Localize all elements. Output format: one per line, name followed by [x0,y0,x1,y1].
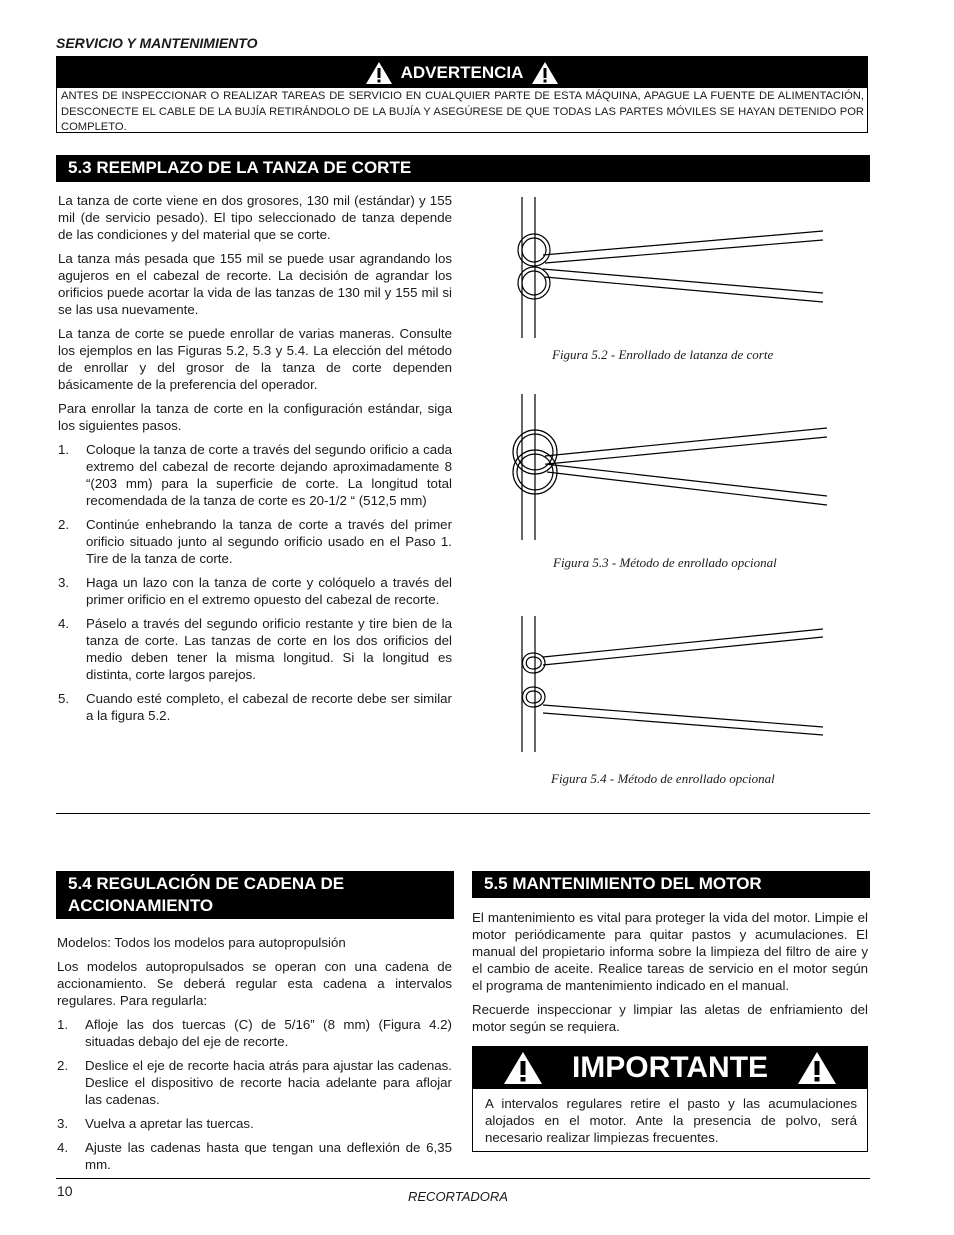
paragraph: La tanza más pesada que 155 mil se puede usar agrandando los agujeros en el cabezal de recorte. La decisión de agrandar los orificios puede acortar la vida de las tanzas de 130 mil y 155 mil si se las usa nuevamente. [58,251,452,317]
figure-5-4-caption: Figura 5.4 - Método de enrollado opcional [551,771,775,786]
list-item [58,690,452,724]
figure-5-2-caption: Figura 5.2 - Enrollado de latanza de corte [552,347,774,362]
step-number: 2. [58,517,70,532]
step-text: Coloque la tanza de corte a través del segundo orificio a cada extremo del cabezal de recorte dejando aproximadamente 8 “(203 mm) para la superficie de corte. La longitud total recomendada de la tanza de corte es 20-1/2 “ (512,5 mm) [86,442,452,508]
step-number: 4. [58,616,70,631]
section-5-4-heading [56,871,454,919]
heading-line: 5.4 REGULACIÓN DE CADENA DE [68,874,345,893]
section-header: SERVICIO Y MANTENIMIENTO [56,35,258,51]
step-number: 1. [58,442,70,457]
list-item [57,1057,452,1108]
paragraph: La tanza de corte viene en dos grosores, 130 mil (estándar) y 155 mil (de servicio pesado). El tipo seleccionado de tanza depende de las condiciones y del material que se corte. [58,193,452,242]
paragraph: Recuerde inspeccionar y limpiar las aletas de enfriamiento del motor según se requiera. [472,1002,868,1034]
step-number: 5. [58,691,70,706]
paragraph: La tanza de corte se puede enrollar de varias maneras. Consulte los ejemplos en las Figuras 5.2, 5.3 y 5.4. La elección del método de enrollar y del grosor de la tanza de corte dependen básicamente de la preferencia del operador. [58,326,452,392]
paragraph: El mantenimiento es vital para proteger la vida del motor. Limpie el motor periódicamente para quitar pastos y acumulaciones. El manual del propietario informa sobre la limpieza del filtro de aire y el cambio de aceite. Realice tareas de servicio en el motor según el programa de mantenimiento indicado en el manual. [472,910,868,993]
list-item [57,1139,452,1173]
warning-text: ANTES DE INSPECCIONAR O REALIZAR TAREAS DE SERVICIO EN CUALQUIER PARTE DE ESTA MÁQUINA, APAGUE LA FUENTE DE ALIMENTACIÓN, DESCONECTE EL CABLE DE LA BUJÍA RETIRÁNDOLO DE LA BUJÍA Y ASEGÚRESE DE QUE TODAS LAS PARTES MÓVILES SE HAYAN DETENIDO POR COMPLETO. [61,90,864,133]
section-5-5-heading: 5.5 MANTENIMIENTO DEL MOTOR [472,871,870,898]
step-number: 3. [57,1116,69,1131]
footer-rule [56,1178,870,1179]
warning-triangle-icon [365,61,393,85]
step-text: Haga un lazo con la tanza de corte y colóquelo a través del primer orificio en el extremo opuesto del cabezal de recorte. [86,575,452,607]
list-item [58,574,452,608]
step-number: 3. [58,575,70,590]
step-number: 4. [57,1140,69,1155]
section-5-3-heading: 5.3 REEMPLAZO DE LA TANZA DE CORTE [56,155,870,182]
important-title-bar [473,1047,867,1089]
step-text: Afloje las dos tuercas (C) de 5/16” (8 mm) (Figura 4.2) situadas debajo del eje de recorte. [85,1017,452,1049]
list-item [58,615,452,683]
warning-triangle-icon [503,1051,543,1085]
figure-5-3-diagram [505,392,835,542]
list-item [58,516,452,567]
important-title: IMPORTANTE [571,1051,769,1084]
paragraph: Modelos: Todos los modelos para autopropulsión [57,935,346,950]
step-text: Deslice el eje de recorte hacia atrás para ajustar las cadenas. Deslice el dispositivo de recorte hacia adelante para aflojar las cadenas. [85,1058,452,1107]
section-5-3-body [58,192,452,731]
section-5-4-body [57,934,452,1180]
figure-5-2-diagram [505,195,835,340]
steps-list [58,441,452,724]
warning-triangle-icon [531,61,559,85]
step-text: Ajuste las cadenas hasta que tengan una deflexión de 6,35 mm. [85,1140,452,1172]
figure-5-3-caption: Figura 5.3 - Método de enrollado opcional [553,555,777,570]
figure-5-4-diagram [505,615,835,755]
page-number: 10 [57,1183,73,1199]
step-number: 1. [57,1017,69,1032]
paragraph: Los modelos autopropulsados se operan con una cadena de accionamiento. Se deberá regular esta cadena a intervalos regulares. Para regularla: [57,959,452,1008]
heading-line: ACCIONAMIENTO [68,896,214,915]
step-text: Continúe enhebrando la tanza de corte a través del primer orificio situado junto al segundo orificio usado en el Paso 1. Tire de la tanza de corte. [86,517,452,566]
paragraph: Para enrollar la tanza de corte en la configuración estándar, siga los siguientes pasos. [58,401,452,433]
section-5-5-body [472,909,868,1042]
important-box [472,1046,868,1152]
list-item [57,1016,452,1050]
list-item [57,1115,452,1132]
important-text: A intervalos regulares retire el pasto y las acumulaciones alojados en el motor. Ante la presencia de polvo, será necesario realizar limpiezas frecuentes. [485,1096,857,1145]
warning-title-bar [57,57,867,88]
warning-title: ADVERTENCIA [400,62,524,82]
step-text: Páselo a través del segundo orificio restante y tire bien de la tanza de corte. Las tanzas de corte en los dos orificios del medio deben tener la misma longitud. Si la longitud es distinta, corte largos parejos. [86,616,452,682]
warning-triangle-icon [797,1051,837,1085]
list-item [58,441,452,509]
step-text: Cuando esté completo, el cabezal de recorte debe ser similar a la figura 5.2. [86,691,452,723]
section-divider [56,813,870,814]
steps-list [57,1016,452,1173]
warning-box [56,56,868,133]
step-text: Vuelva a apretar las tuercas. [85,1116,254,1131]
footer-product: RECORTADORA [408,1189,508,1204]
step-number: 2. [57,1058,69,1073]
